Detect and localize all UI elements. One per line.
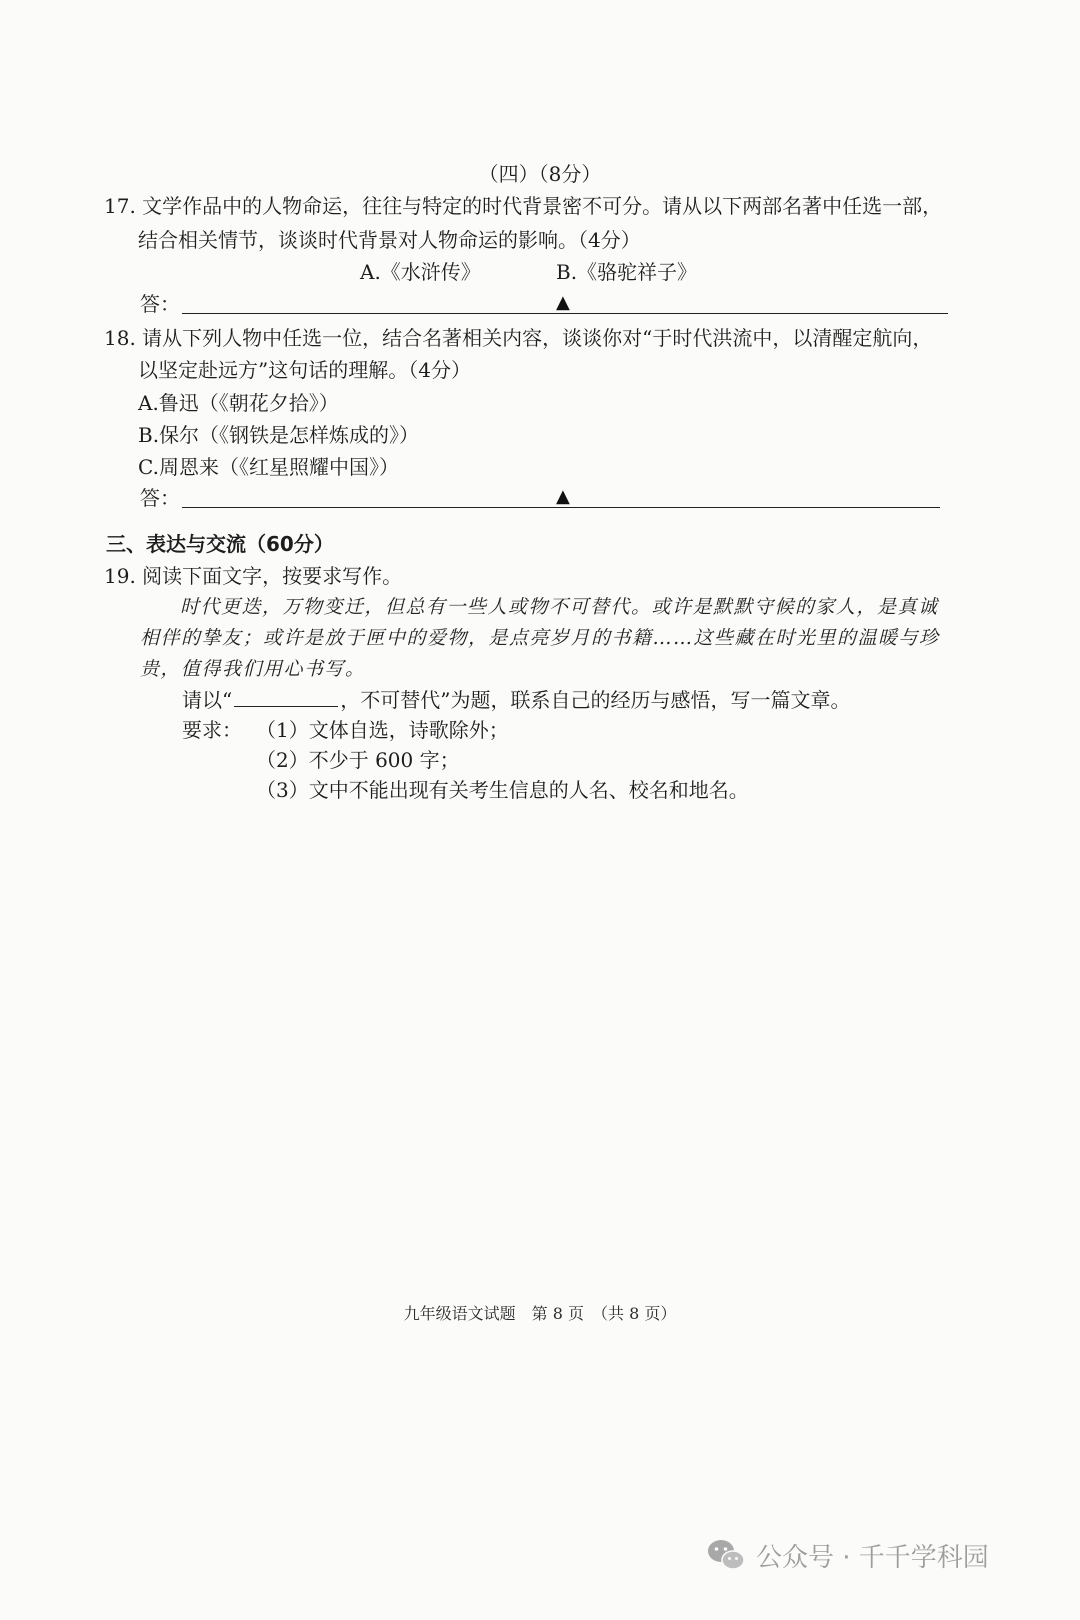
wechat-logo-icon bbox=[706, 1537, 746, 1573]
q19-prompt-before: 请以“ bbox=[182, 688, 233, 712]
q19-passage: 时代更迭，万物变迁，但总有一些人或物不可替代。或许是默默守候的家人，是真诚相伴的挚友；或许是放于匣中的爱物，是点亮岁月的书籍……这些藏在时光里的温暖与珍贵，值得我们用心书写。 bbox=[140, 596, 940, 680]
q19-requirement-3: （3）文中不能出现有关考生信息的人名、校名和地名。 bbox=[256, 778, 749, 802]
q19-requirement-1: （1）文体自选，诗歌除外； bbox=[256, 718, 509, 742]
q18-answer-triangle-icon: ▲ bbox=[556, 486, 570, 507]
q18-answer-label: 答： bbox=[140, 486, 180, 510]
q19-stem: 19. 阅读下面文字，按要求写作。 bbox=[104, 564, 403, 588]
section-heading: （四）（8分） bbox=[478, 162, 602, 186]
page-footer: 九年级语文试题 第 8 页 （共 8 页） bbox=[403, 1304, 677, 1323]
q19-title-blank[interactable] bbox=[234, 686, 338, 707]
q17-answer-label: 答： bbox=[140, 292, 180, 316]
q19-requirements-label: 要求： bbox=[182, 718, 242, 742]
q19-prompt bbox=[182, 686, 850, 714]
q19-requirement-2: （2）不少于 600 字； bbox=[256, 748, 460, 772]
q18-option-c: C.周恩来（《红星照耀中国》） bbox=[138, 455, 399, 479]
watermark bbox=[706, 1532, 989, 1578]
part-title: 三、表达与交流（60分） bbox=[106, 532, 334, 556]
watermark-text: 公众号 · 千千学科园 bbox=[756, 1542, 989, 1573]
q18-answer-area bbox=[140, 484, 942, 514]
q18-option-a: A.鲁迅（《朝花夕拾》） bbox=[138, 391, 339, 415]
q17-options bbox=[0, 258, 1080, 288]
q17-answer-area bbox=[140, 290, 950, 320]
q18-stem-line-2: 以坚定赴远方”这句话的理解。（4分） bbox=[138, 358, 471, 382]
q17-option-a: A.《水浒传》 bbox=[360, 260, 481, 284]
q18-stem-line-1: 18. 请从下列人物中任选一位，结合名著相关内容，谈谈你对“于时代洪流中，以清醒定航向， bbox=[104, 326, 933, 350]
q17-stem-line-2: 结合相关情节，谈谈时代背景对人物命运的影响。（4分） bbox=[138, 228, 641, 252]
q18-option-b: B.保尔（《钢铁是怎样炼成的》） bbox=[138, 423, 420, 447]
q19-prompt-after: ，不可替代”为题，联系自己的经历与感悟，写一篇文章。 bbox=[340, 688, 851, 712]
q17-stem-line-1: 17. 文学作品中的人物命运，往往与特定的时代背景密不可分。请从以下两部名著中任选一部， bbox=[104, 194, 943, 218]
q17-answer-triangle-icon: ▲ bbox=[556, 292, 570, 313]
q17-option-b: B.《骆驼祥子》 bbox=[556, 260, 698, 284]
